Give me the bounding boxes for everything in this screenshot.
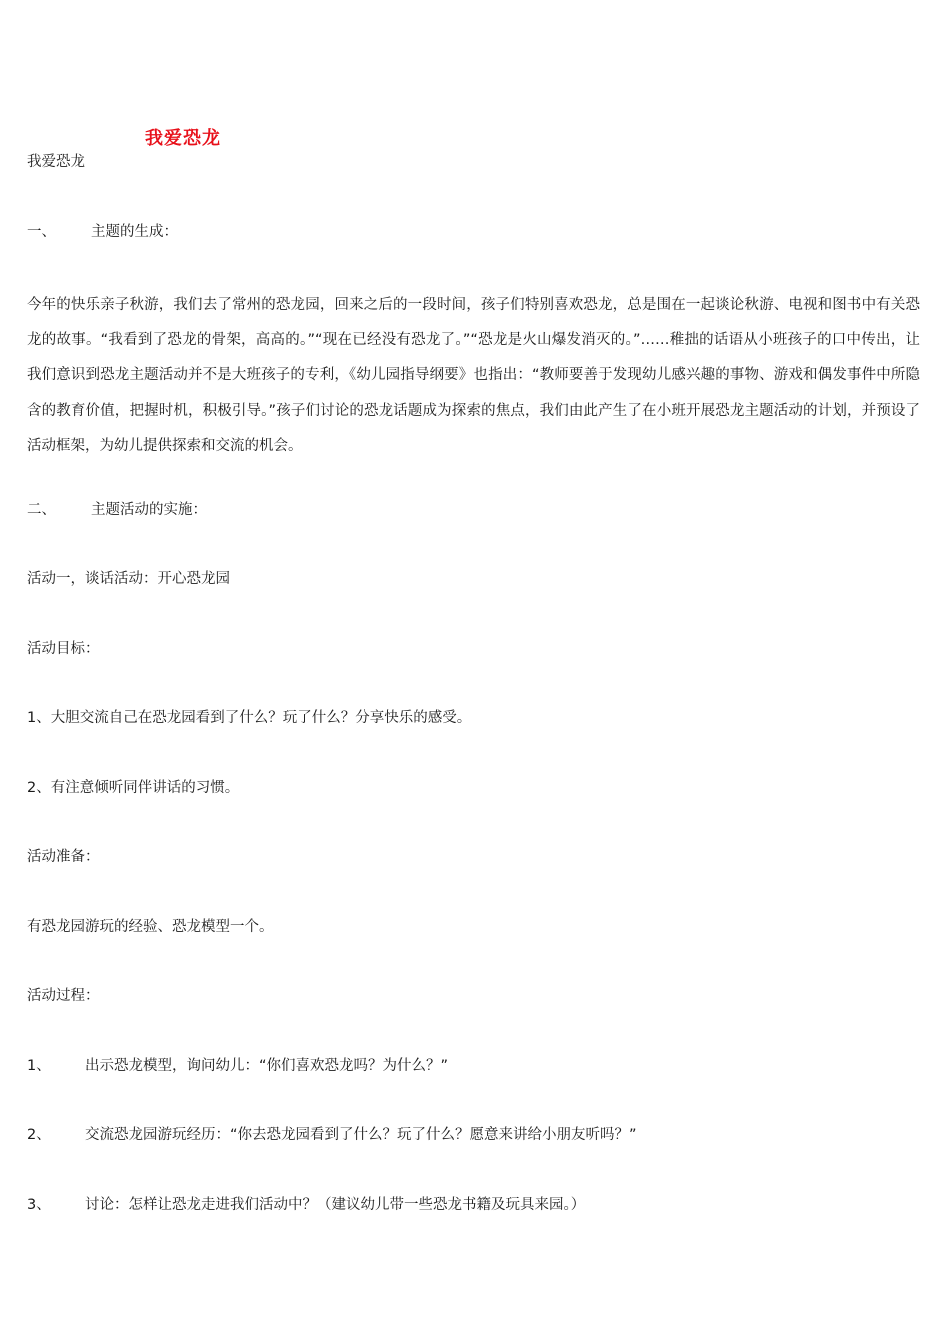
section-heading-implementation bbox=[27, 500, 207, 520]
process-label: 活动过程： bbox=[27, 988, 100, 1004]
step-number: 2、 bbox=[27, 1127, 51, 1143]
prep-text: 有恐龙园游玩的经验、恐龙模型一个。 bbox=[27, 919, 274, 935]
process-step bbox=[27, 1056, 448, 1076]
activity-title: 活动一，谈话活动：开心恐龙园 bbox=[27, 571, 230, 587]
step-text: 出示恐龙模型，询问幼儿：“你们喜欢恐龙吗？为什么？” bbox=[85, 1058, 449, 1074]
document-title: 我爱恐龙 bbox=[145, 128, 221, 149]
process-step bbox=[27, 1195, 585, 1215]
section-heading-text: 主题的生成： bbox=[91, 224, 178, 240]
section-heading-text: 主题活动的实施： bbox=[91, 502, 207, 518]
goal-item: 2、有注意倾听同伴讲话的习惯。 bbox=[27, 780, 240, 796]
section-number: 二、 bbox=[27, 502, 56, 518]
intro-paragraph: 今年的快乐亲子秋游，我们去了常州的恐龙园，回来之后的一段时间，孩子们特别喜欢恐龙，总是围在一起谈论秋游、电视和图书中有关恐龙的故事。“我看到了恐龙的骨架，高高的。”“现在已经没有恐龙了。”“恐龙是火山爆发消灭的。”……稚拙的话语从小班孩子的口中传出，让我们意识到恐龙主题活动并不是大班孩子的专利，《幼儿园指导纲要》也指出：“教师要善于发现幼儿感兴趣的事物、游戏和偶发事件中所隐含的教育价值，把握时机，积极引导。”孩子们讨论的恐龙话题成为探索的焦点，我们由此产生了在小班开展恐龙主题活动的计划，并预设了活动框架，为幼儿提供探索和交流的机会。 bbox=[27, 297, 920, 454]
step-text: 交流恐龙园游玩经历：“你去恐龙园看到了什么？玩了什么？愿意来讲给小朋友听吗？” bbox=[85, 1127, 637, 1143]
section-number: 一、 bbox=[27, 224, 56, 240]
step-number: 1、 bbox=[27, 1058, 51, 1074]
document-subtitle: 我爱恐龙 bbox=[27, 154, 85, 170]
goals-label: 活动目标： bbox=[27, 641, 100, 657]
step-text: 讨论：怎样让恐龙走进我们活动中？（建议幼儿带一些恐龙书籍及玩具来园。） bbox=[85, 1197, 586, 1213]
process-step bbox=[27, 1125, 637, 1145]
section-heading-generation bbox=[27, 222, 178, 242]
prep-label: 活动准备： bbox=[27, 849, 100, 865]
step-number: 3、 bbox=[27, 1197, 51, 1213]
goal-item: 1、大胆交流自己在恐龙园看到了什么？玩了什么？分享快乐的感受。 bbox=[27, 710, 472, 726]
